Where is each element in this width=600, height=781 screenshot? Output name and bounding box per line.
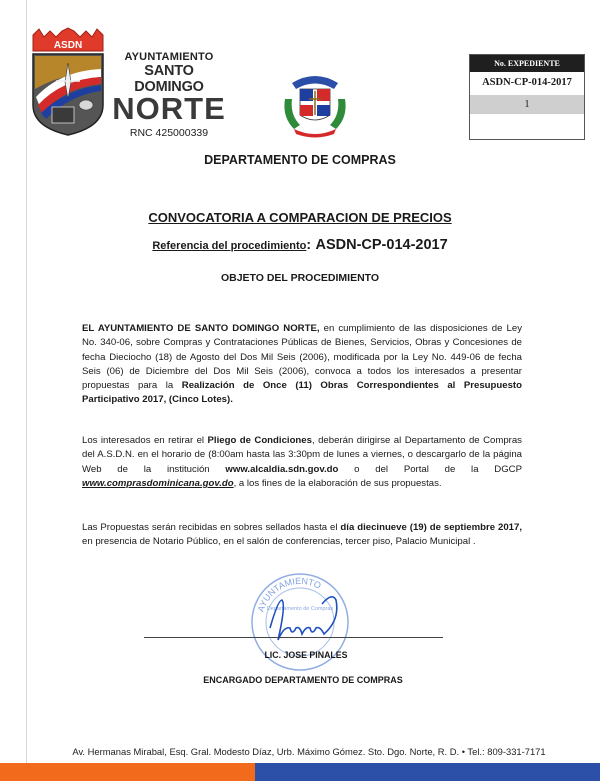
document-title: CONVOCATORIA A COMPARACION DE PRECIOS [148,210,452,225]
department-heading: DEPARTAMENTO DE COMPRAS [204,153,396,167]
reference-value: ASDN-CP-014-2017 [315,237,448,253]
footer-blue-bar [255,763,600,781]
stamp-text: AYUNTAMIENTO [255,575,323,614]
page-edge-line [26,0,27,781]
paragraph1-text: en cumplimiento de las disposiciones de Ley No. 340-06, sobre Compras y Contrataciones Públicas de Bienes, Servicios, Obras y Concesiones de fecha Dieciocho (18) de Agosto del Dos Mil Seis (2006), modificada por la Ley No. 449-06 de fecha Seis (06) de Diciembre del Dos Mil Seis (2006), convoca a todos los interesados a presentar propuestas para la [82,323,522,392]
coat-of-arms-icon [280,69,350,141]
paragraph1-lead: EL AYUNTAMIENTO DE SANTO DOMINGO NORTE, [82,323,320,334]
paragraph3-text1: Las Propuestas serán recibidas en sobres sellados hasta el [82,522,341,533]
expediente-number: 1 [470,95,584,114]
signer-name: LIC. JOSE PINALES [264,650,348,660]
stamp-inner-text: Departamento de Compras [266,606,334,612]
signature-line [144,637,443,638]
organization-name [108,51,230,139]
alcaldia-link[interactable]: www.alcaldia.sdn.gov.do [225,463,339,475]
comprasdominicana-link[interactable]: www.comprasdominicana.gov.do [82,477,234,489]
paragraph2-pliego: Pliego de Condiciones [207,435,312,446]
logo-text: ASDN [53,40,83,51]
signer-title: ENCARGADO DEPARTAMENTO DE COMPRAS [203,675,403,685]
paragraph-convocatoria [82,322,522,408]
paragraph3-text2: en presencia de Notario Público, en el salón de conferencias, tercer piso, Palacio Municipal . [82,536,476,548]
expediente-label: No. EXPEDIENTE [470,55,584,72]
footer-orange-bar [0,763,255,781]
org-line-ayuntamiento: AYUNTAMIENTO [124,51,214,63]
paragraph2-text4: , a los fines de la elaboración de sus propuestas. [233,477,442,489]
reference-line [0,236,600,254]
expediente-code: ASDN-CP-014-2017 [482,77,572,88]
footer-address: Av. Hermanas Mirabal, Esq. Gral. Modesto Díaz, Urb. Máximo Gómez. Sto. Dgo. Norte, R. D. • Tel.: 809-331-7171 [72,746,546,757]
paragraph1-object: Realización de Once (11) Obras Correspondientes al Presupuesto Participativo 2017, (Cinco Lotes). [82,380,522,406]
paragraph-recepcion [82,521,522,550]
reference-colon: : [306,236,312,252]
paragraph3-date: día diecinueve (19) de septiembre 2017, [340,522,523,533]
paragraph2-text1: Los interesados en retirar el [82,435,208,446]
org-line-santo-domingo: SANTO DOMINGO [134,63,204,95]
paragraph-pliego [82,434,522,491]
rnc-number: RNC 425000339 [129,127,209,139]
paragraph2-text2: , deberán dirigirse al Departamento de Compras del A.S.D.N. en el horario de (8:00am hasta las 3:30pm de lunes a viernes, o descargarlo de la página Web de la institución [82,435,522,475]
asdn-logo-icon [30,27,106,137]
object-heading: OBJETO DEL PROCEDIMIENTO [220,272,380,284]
paragraph2-text3: o del Portal de la DGCP [338,463,522,475]
reference-label: Referencia del procedimiento [152,240,307,252]
expediente-box [469,54,585,140]
signature-scribble [270,597,337,640]
org-line-norte: NORTE [112,91,226,126]
